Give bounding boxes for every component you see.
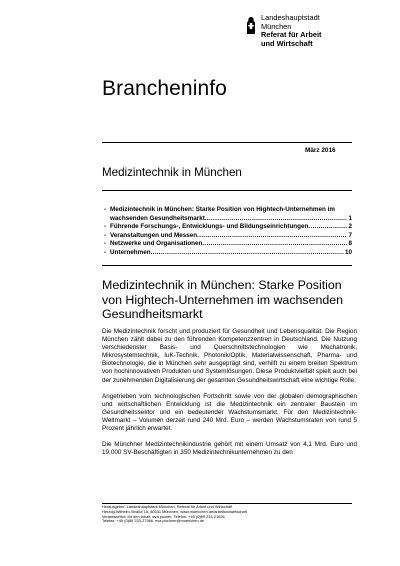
body-paragraph: Die Medizintechnik forscht und produziert für Gesundheit und Lebensqualität. Die Region München zählt dabei zu den führenden Kompetenzzentren in Deutschland. Die Nutzung verschiedenster Basis- und Querschnittstechnologien wie Mechatronik, Mikrosystemtechnik, IuK-Technik, Photonik/Optik, Materialwissenschaft, Pharma- und Biotechnologie, die in München sehr ausgeprägt sind, verhilft zu einem breiten Spektrum von hochinnovativen Produkten und Systemlösungen. Diese Produktvielfalt spielt auch bei der zunehmenden Digitalisierung der gesamten Gesundheitswirtschaft eine wichtige Rolle.	[102, 328, 357, 384]
footer-line: Herzog-Wilhelm-Straße 15, 80331 München, www.muenchen.de/arbeitundwirtschaft	[102, 508, 247, 514]
org-line-2: München	[261, 21, 292, 31]
munich-coat-of-arms-icon	[245, 16, 257, 36]
toc-item-text: Netzwerke und Organisationen	[110, 240, 203, 247]
body-paragraph: Angetrieben vom technologischen Fortschritt sowie von der globalen demographischen und wirtschaftlichen Entwicklung ist die Medizintechnik ein zentraler Baustein im Gesundheitssektor und ein bedeutender Wachstumsmarkt. Für den Medizintechnik-Weltmarkt – Volumen derzeit rund 240 Mrd. Euro – werden Wachstumsraten von rund 5 Prozent jährlich erwartet.	[102, 392, 357, 433]
toc-page-number: 1	[348, 214, 352, 222]
toc-page-number: 2	[348, 223, 352, 230]
org-line-1: Landeshauptstadt	[261, 13, 320, 22]
org-line-3: Referat für Arbeit	[261, 30, 322, 40]
toc-item[interactable]: - Veranstaltungen und Messen ..... 7	[102, 232, 352, 241]
footer-line: Verantwortlich für den Inhalt: eva.pucher, Telefon: +49 (0)89 233-21626	[102, 513, 225, 519]
toc-page-number: 7	[348, 231, 352, 239]
section-body	[102, 328, 357, 465]
toc-item-text: Unternehmen	[110, 248, 151, 256]
toc-item-text: Veranstaltungen und Messen	[110, 231, 198, 239]
document-date: März 2016	[305, 147, 336, 154]
document-subtitle: Medizintechnik in München	[102, 166, 242, 179]
footer-line: Telefax: +49 (0)89 233-27966, eva.puchner@muenchen.de	[102, 518, 205, 524]
title-divider	[102, 142, 352, 143]
section-heading: Medizintechnik in München: Starke Position von Hightech-Unternehmen im wachsenden Gesundheitsmarkt	[102, 278, 344, 322]
toc-item-text-cont: wachsenden Gesundheitsmarkt	[110, 214, 205, 222]
toc-item[interactable]: - Netzwerke und Organisationen ..... 8	[102, 240, 352, 249]
body-paragraph: Die Münchner Medizintechnikindustrie gehört mit einem Umsatz von 4,1 Mrd. Euro und 19.000 SV-Beschäftigten in 350 Medizintechnikunternehmen zu den	[102, 441, 357, 457]
toc-item[interactable]: - Unternehmen ..... 10	[102, 249, 352, 258]
toc-page-number: 10	[344, 248, 352, 256]
toc-page-number: 8	[348, 240, 352, 247]
organization-name	[261, 14, 322, 48]
publisher-footer	[102, 505, 352, 524]
toc-item-text: Medizintechnik in München: Starke Position von Hightech-Unternehmen im	[110, 206, 335, 213]
toc-item-text: Führende Forschungs-, Entwicklungs- und Bildungseinrichtungen	[110, 223, 309, 230]
toc-item[interactable]: - Führende Forschungs-, Entwicklungs- und Bildungseinrichtungen ..... 2	[102, 223, 352, 232]
toc-item[interactable]: - Medizintechnik in München: Starke Position von Hightech-Unternehmen im wachsenden Gesundheitsmarkt ..... 1	[102, 206, 352, 223]
subtitle-divider	[102, 190, 352, 191]
org-line-4: und Wirtschaft	[261, 38, 313, 48]
footer-line: Herausgeber: Landeshauptstadt München, Referat für Arbeit und Wirtschaft	[102, 504, 233, 509]
table-of-contents	[102, 206, 352, 257]
toc-divider	[102, 265, 352, 266]
document-title: Brancheninfo	[102, 77, 227, 100]
